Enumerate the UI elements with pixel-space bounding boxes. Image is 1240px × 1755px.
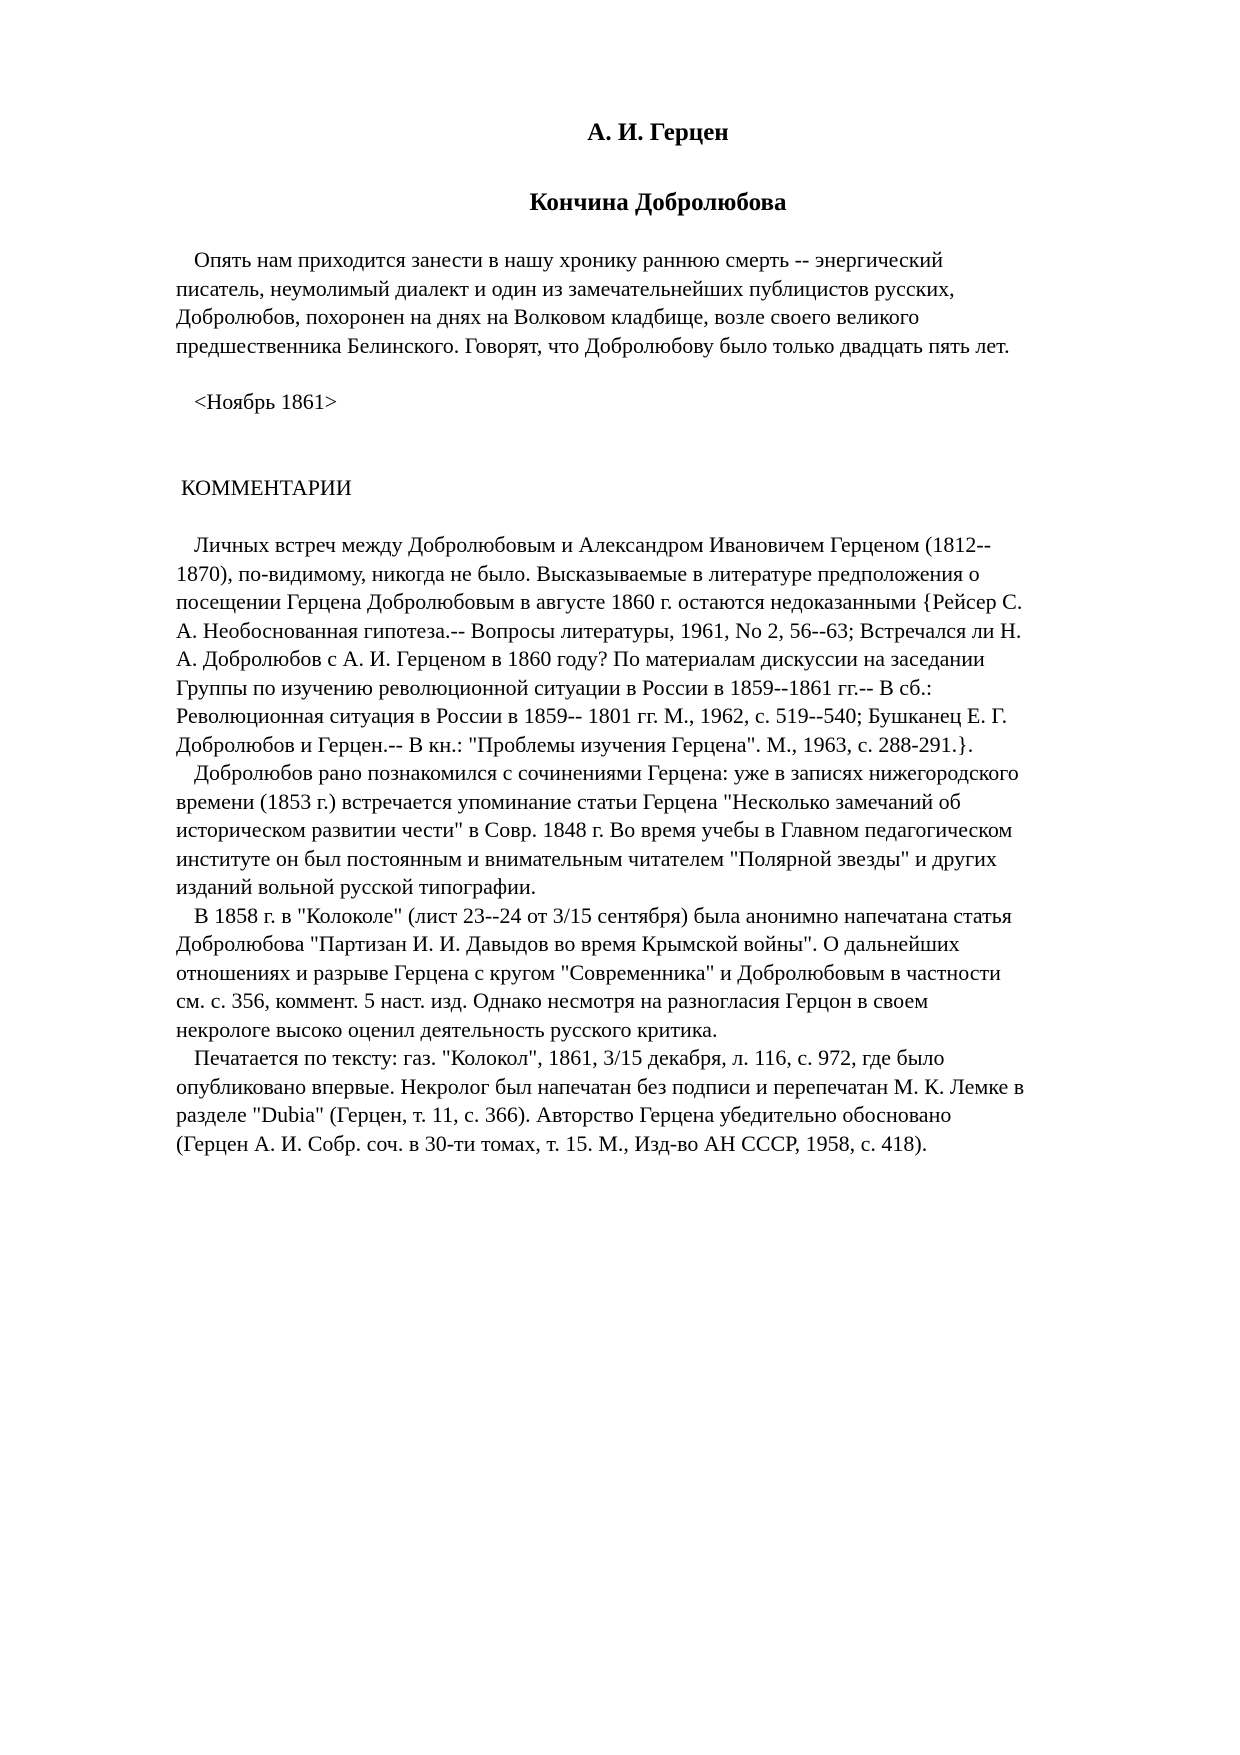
text-line: некрологе высоко оценил деятельность русского критика. [176,1016,718,1042]
text-line: 1870), по-видимому, никогда не было. Высказываемые в литературе предположения о [176,560,980,586]
text-line: отношениях и разрыве Герцена с кругом "Современника" и Добролюбовым в частности [176,959,1001,985]
text-line: времени (1853 г.) встречается упоминание статьи Герцена "Несколько замечаний об [176,788,961,814]
comment-paragraph [176,531,1166,759]
author-heading: А. И. Герцен [587,119,729,146]
text-line: Революционная ситуация в России в 1859-- 1801 гг. М., 1962, с. 519--540; Бушканец Е. Г. [176,703,1008,728]
text-line: см. с. 356, коммент. 5 наст. изд. Однако несмотря на разногласия Герцон в своем [176,988,929,1013]
text-line: писатель, неумолимый диалект и один из замечательнейших публицистов русских, [176,275,955,301]
main-paragraph [176,246,1166,360]
text-line: Добролюбов и Герцен.-- В кн.: "Проблемы изучения Герцена". М., 1963, с. 288-291.}. [176,731,974,757]
text-line: Добролюбова "Партизан И. И. Давыдов во время Крымской войны". О дальнейших [176,931,960,956]
text-line: институте он был постоянным и внимательным читателем "Полярной звезды" и других [176,845,997,871]
text-line: Добролюбов, похоронен на днях на Волковом кладбище, возле своего великого [176,304,920,329]
text-line: (Герцен А. И. Собр. соч. в 30-ти томах, т. 15. М., Изд-во АН СССР, 1958, с. 418). [176,1130,928,1156]
text-line: Группы по изучению революционной ситуации в России в 1859--1861 гг.-- В сб.: [176,674,933,700]
text-line: А. Добролюбов с А. И. Герценом в 1860 году? По материалам дискуссии на заседании [176,646,985,671]
article-title: Кончина Добролюбова [529,189,787,216]
date-text: <Ноябрь 1861> [194,389,338,414]
comment-paragraph [176,759,1166,902]
text-line: опубликовано впервые. Некролог был напечатан без подписи и перепечатан М. К. Лемке в [176,1073,1025,1099]
comments-body [176,531,1166,1158]
text-line: предшественника Белинского. Говорят, что Добролюбову было только двадцать пять лет. [176,332,1010,358]
comment-paragraph [176,1044,1166,1158]
text-line: разделе "Dubia" (Герцен, т. 11, с. 366). Авторство Герцена убедительно обосновано [176,1102,952,1127]
text-line: В 1858 г. в "Колоколе" (лист 23--24 от 3/15 сентября) была анонимно напечатана статья [194,902,1012,928]
text-line: посещении Герцена Добролюбовым в августе 1860 г. остаются недоказанными {Рейсер С. [176,589,1023,614]
text-line: Добролюбов рано познакомился с сочинениями Герцена: уже в записях нижегородского [194,760,1019,785]
text-line: Опять нам приходится занести в нашу хронику раннюю смерть -- энергический [194,247,943,272]
text-line: изданий вольной русской типографии. [176,874,537,899]
text-line: Личных встреч между Добролюбовым и Александром Ивановичем Герценом (1812-- [194,532,992,557]
comment-paragraph [176,902,1166,1045]
date-line [176,388,1166,417]
text-line: А. Необоснованная гипотеза.-- Вопросы литературы, 1961, No 2, 56--63; Встречался ли Н. [176,617,1022,643]
text-line: историческом развитии чести" в Совр. 1848 г. Во время учебы в Главном педагогическом [176,817,1013,842]
text-line: Печатается по тексту: газ. "Колокол", 1861, 3/15 декабря, л. 116, с. 972, где было [194,1045,945,1070]
comments-heading: КОММЕНТАРИИ [181,475,352,500]
